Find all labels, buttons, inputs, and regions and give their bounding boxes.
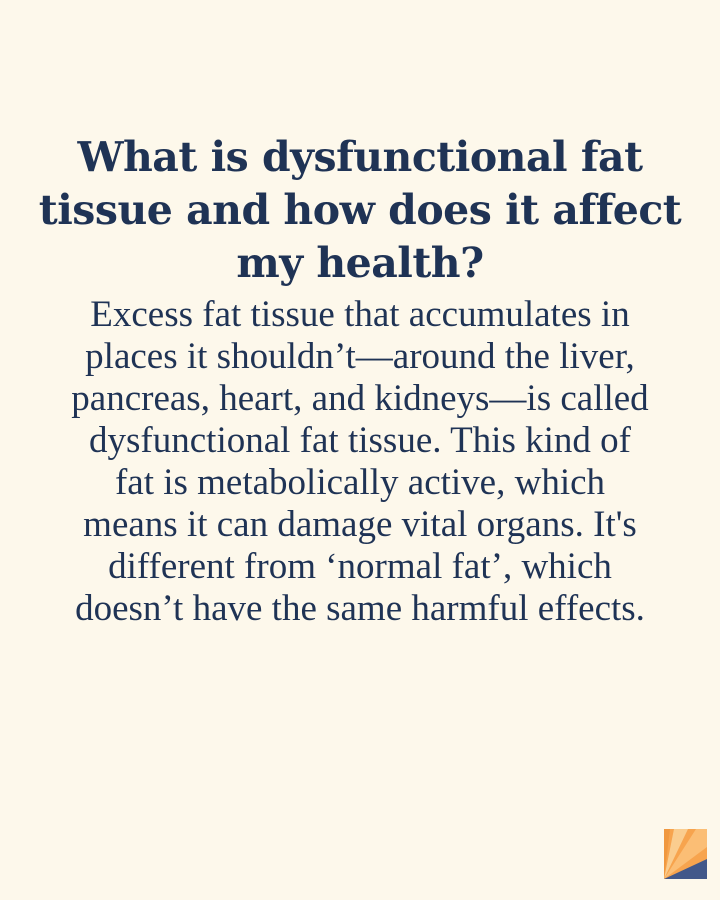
answer-line: places it shouldn’t—around the liver, — [85, 336, 635, 377]
answer-line: pancreas, heart, and kidneys—is called — [71, 378, 649, 419]
answer-line: means it can damage vital organs. It's — [83, 504, 637, 545]
sunburst-icon — [664, 829, 707, 879]
answer-text — [0, 294, 720, 630]
answer-line: Excess fat tissue that accumulates in — [90, 294, 630, 335]
question-title — [0, 131, 720, 290]
brand-logo — [664, 829, 707, 879]
answer-line: dysfunctional fat tissue. This kind of — [89, 420, 631, 461]
answer-line: doesn’t have the same harmful effects. — [75, 588, 645, 629]
text-block — [0, 131, 720, 630]
question-line: What is dysfunctional fat — [77, 133, 643, 181]
answer-line: fat is metabolically active, which — [114, 462, 606, 503]
answer-line: different from ‘normal fat’, which — [108, 546, 612, 587]
question-line: my health? — [236, 239, 484, 287]
question-line: tissue and how does it affect — [38, 186, 682, 234]
